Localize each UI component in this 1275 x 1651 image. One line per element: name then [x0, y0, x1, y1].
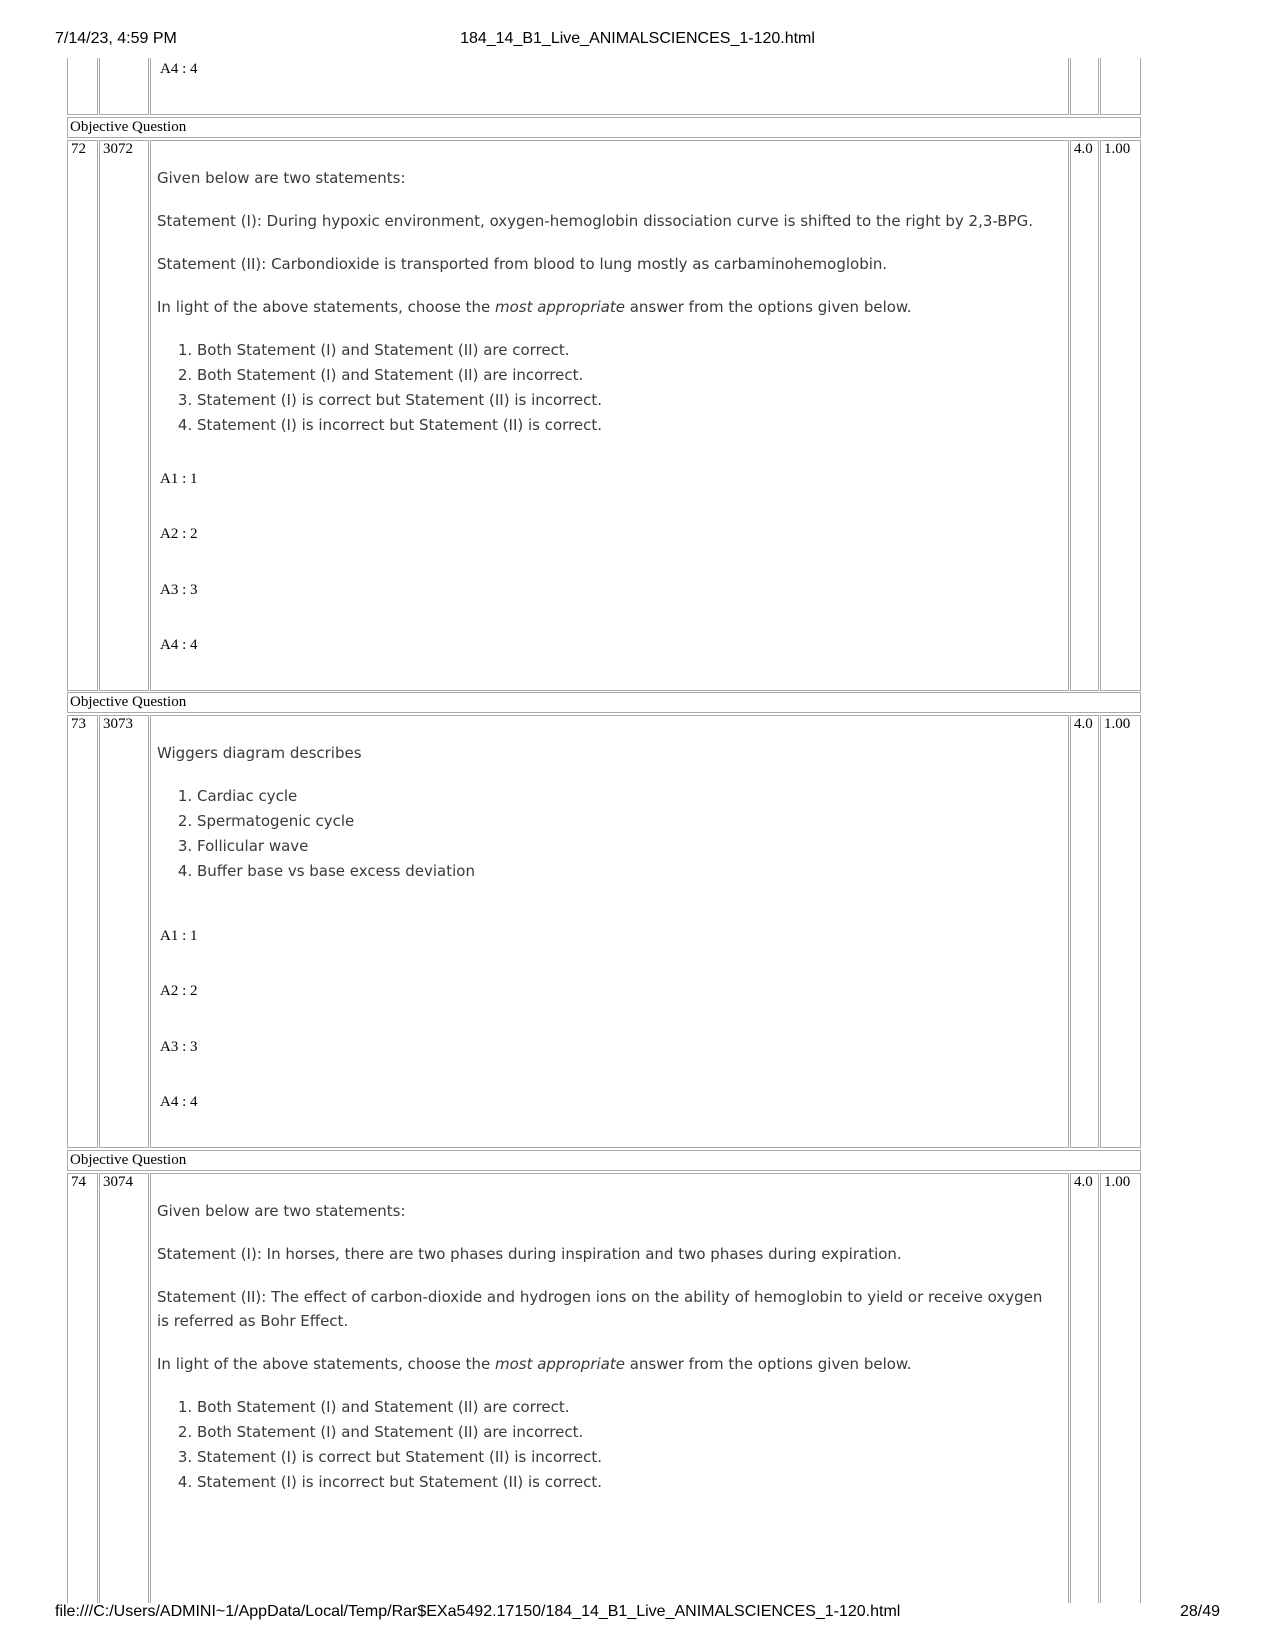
answer-option: A2 : 2	[160, 983, 198, 999]
serial-number-cell	[67, 1173, 98, 1603]
serial-number: 74	[71, 1174, 86, 1190]
statement-two: Statement (II): The effect of carbon-dioxide and hydrogen ions on the ability of hemoglobin to yield or receive oxygen is referred as Bohr Effect.	[157, 1288, 1043, 1330]
document-title: 184_14_B1_Live_ANIMALSCIENCES_1-120.html	[460, 30, 815, 47]
section-label: Objective Question	[70, 119, 187, 135]
serial-number: 73	[71, 716, 86, 732]
file-path: file:///C:/Users/ADMINI~1/AppData/Local/Temp/Rar$EXa5492.17150/184_14_B1_Live_ANIMALSCIENCES_1-120.html	[55, 1603, 901, 1620]
question-body-cell	[150, 140, 1069, 691]
options-list	[157, 338, 1054, 438]
option-item: 4. Buffer base vs base excess deviation	[197, 859, 1054, 884]
question-text	[157, 741, 1054, 884]
print-datetime: 7/14/23, 4:59 PM	[55, 30, 177, 47]
marks-value: 4.0	[1074, 1174, 1093, 1190]
prev-marks-cell	[1070, 58, 1099, 115]
question-text	[157, 166, 1054, 438]
answer-option: A2 : 2	[160, 526, 198, 542]
negative-marks-value: 1.00	[1104, 716, 1131, 732]
instruction-line: In light of the above statements, choose the most appropriate answer from the options given below.	[157, 1355, 912, 1373]
marks-value: 4.0	[1074, 716, 1093, 732]
question-id-cell	[99, 715, 149, 1148]
answer-option: A1 : 1	[160, 471, 198, 487]
option-item: 1. Both Statement (I) and Statement (II) are correct.	[197, 338, 1054, 363]
answer-option: A1 : 1	[160, 928, 198, 944]
question-id: 3074	[103, 1174, 133, 1190]
negative-marks-value: 1.00	[1104, 1174, 1131, 1190]
section-label: Objective Question	[70, 1152, 187, 1168]
page-number: 28/49	[1179, 1603, 1220, 1620]
marks-value: 4.0	[1074, 141, 1093, 157]
question-id-cell	[99, 1173, 149, 1603]
question-body-cell	[150, 715, 1069, 1148]
statement-one: Statement (I): During hypoxic environment, oxygen-hemoglobin dissociation curve is shifted to the right by 2,3-BPG.	[157, 212, 1033, 230]
question-text	[157, 1199, 1054, 1495]
prev-sno-cell	[67, 58, 98, 115]
negative-marks-value: 1.00	[1104, 141, 1131, 157]
option-item: 3. Follicular wave	[197, 834, 1054, 859]
question-body-cell	[150, 1173, 1069, 1603]
prev-qid-cell	[99, 58, 149, 115]
marks-cell	[1070, 140, 1099, 691]
prev-question-cell	[150, 58, 1069, 115]
negative-marks-cell	[1100, 140, 1141, 691]
option-item: 1. Cardiac cycle	[197, 784, 1054, 809]
serial-number-cell	[67, 140, 98, 691]
marks-cell	[1070, 1173, 1099, 1603]
marks-cell	[1070, 715, 1099, 1148]
question-paragraph: Wiggers diagram describes	[157, 744, 362, 762]
question-paragraph: Given below are two statements:	[157, 169, 406, 187]
option-item: 4. Statement (I) is incorrect but Statement (II) is correct.	[197, 1470, 1054, 1495]
negative-marks-cell	[1100, 1173, 1141, 1603]
question-id: 3073	[103, 716, 133, 732]
section-row	[67, 692, 1141, 713]
section-label: Objective Question	[70, 694, 187, 710]
section-row	[67, 117, 1141, 138]
answer-option: A4 : 4	[160, 61, 198, 77]
statement-two: Statement (II): Carbondioxide is transported from blood to lung mostly as carbaminohemoglobin.	[157, 255, 888, 273]
serial-number: 72	[71, 141, 86, 157]
option-item: 1. Both Statement (I) and Statement (II) are correct.	[197, 1395, 1054, 1420]
negative-marks-cell	[1100, 715, 1141, 1148]
statement-one: Statement (I): In horses, there are two phases during inspiration and two phases during expiration.	[157, 1245, 902, 1263]
question-id: 3072	[103, 141, 133, 157]
answer-option: A3 : 3	[160, 582, 198, 598]
options-list	[157, 784, 1054, 884]
question-paragraph: Given below are two statements:	[157, 1202, 406, 1220]
answer-option: A4 : 4	[160, 637, 198, 653]
option-item: 2. Both Statement (I) and Statement (II) are incorrect.	[197, 1420, 1054, 1445]
prev-neg-cell	[1100, 58, 1141, 115]
section-row	[67, 1150, 1141, 1171]
option-item: 3. Statement (I) is correct but Statement (II) is incorrect.	[197, 388, 1054, 413]
question-id-cell	[99, 140, 149, 691]
answer-option: A4 : 4	[160, 1094, 198, 1110]
option-item: 2. Both Statement (I) and Statement (II) are incorrect.	[197, 363, 1054, 388]
option-item: 2. Spermatogenic cycle	[197, 809, 1054, 834]
option-item: 3. Statement (I) is correct but Statement (II) is incorrect.	[197, 1445, 1054, 1470]
serial-number-cell	[67, 715, 98, 1148]
instruction-line: In light of the above statements, choose the most appropriate answer from the options given below.	[157, 298, 912, 316]
option-item: 4. Statement (I) is incorrect but Statement (II) is correct.	[197, 413, 1054, 438]
answer-option: A3 : 3	[160, 1039, 198, 1055]
options-list	[157, 1395, 1054, 1495]
